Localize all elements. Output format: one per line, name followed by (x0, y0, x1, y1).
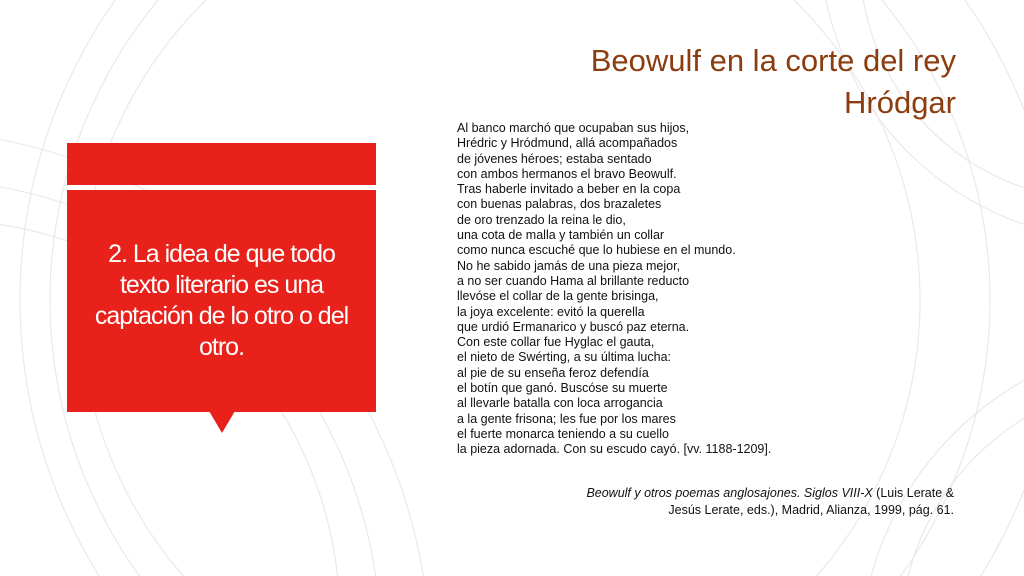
poem-line: el fuerte monarca teniendo a su cuello (457, 426, 669, 441)
poem-line: con ambos hermanos el bravo Beowulf. (457, 166, 677, 181)
poem-line: al llevarle batalla con loca arrogancia (457, 396, 663, 411)
red-accent-strip (67, 143, 376, 185)
title-line-2: Hródgar (844, 85, 956, 120)
poem-excerpt (457, 121, 787, 458)
poem-line: que urdió Ermanarico y buscó paz eterna. (457, 319, 690, 334)
citation-book-title: Beowulf y otros poemas anglosajones. Siglos VIII-X (586, 486, 873, 500)
citation-line-2: Jesús Lerate, eds.), Madrid, Alianza, 1999, pág. 61. (668, 503, 954, 517)
citation-line-1 (534, 485, 954, 502)
poem-line: Con este collar fue Hyglac el gauta, (457, 335, 655, 350)
slide-title (436, 40, 956, 124)
poem-line: a no ser cuando Hama al brillante reducto (457, 273, 690, 288)
title-line-1: Beowulf en la corte del rey (590, 43, 956, 78)
poem-line: Hrédric y Hródmund, allá acompañados (457, 136, 678, 151)
source-citation (534, 485, 954, 519)
poem-line: Tras haberle invitado a beber en la copa (457, 182, 681, 197)
poem-line: una cota de malla y también un collar (457, 228, 665, 243)
poem-line: el nieto de Swérting, a su última lucha: (457, 350, 672, 365)
poem-line: al pie de su enseña feroz defendía (457, 365, 649, 380)
arc (900, 380, 1024, 576)
poem-line: de jóvenes héroes; estaba sentado (457, 151, 652, 166)
poem-line: la joya excelente: evitó la querella (457, 304, 645, 319)
point-text: 2. La idea de que todo texto literario es una captación de lo otro o del otro. (94, 240, 349, 361)
poem-line: llevóse el collar de la gente brisinga, (457, 289, 659, 304)
poem-line: la pieza adornada. Con su escudo cayó. [vv. 1188-1209]. (457, 442, 772, 457)
point-callout-box (67, 190, 376, 412)
poem-line: No he sabido jamás de una pieza mejor, (457, 258, 681, 273)
poem-line: con buenas palabras, dos brazaletes (457, 197, 662, 212)
poem-line: a la gente frisona; les fue por los mares (457, 411, 676, 426)
callout-pointer (209, 411, 235, 433)
poem-line: de oro trenzado la reina le dio, (457, 212, 626, 227)
poem-line: Al banco marchó que ocupaban sus hijos, (457, 121, 690, 135)
poem-line: el botín que ganó. Buscóse su muerte (457, 381, 668, 396)
arc (860, 340, 1024, 576)
citation-editors: (Luis Lerate & (872, 486, 954, 500)
poem-line: como nunca escuché que lo hubiese en el mundo. (457, 243, 736, 258)
